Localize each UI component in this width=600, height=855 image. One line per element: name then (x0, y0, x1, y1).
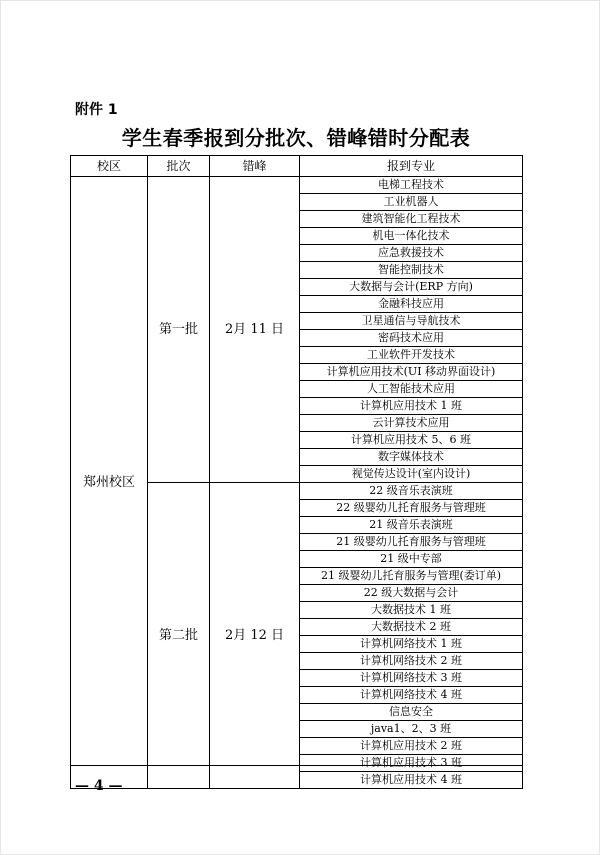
major-cell: 智能控制技术 (300, 262, 523, 279)
batch-cell: 第一批 (148, 177, 210, 483)
campus-cell: 郑州校区 (71, 177, 148, 789)
major-cell: 计算机应用技术 4 班 (300, 772, 523, 789)
major-cell: 工业软件开发技术 (300, 347, 523, 364)
major-cell: 建筑智能化工程技术 (300, 211, 523, 228)
major-cell: 计算机网络技术 2 班 (300, 653, 523, 670)
header-stagger: 错峰 (210, 156, 300, 177)
major-cell: 金融科技应用 (300, 296, 523, 313)
major-cell: 视觉传达设计(室内设计) (300, 466, 523, 483)
major-cell: 卫星通信与导航技术 (300, 313, 523, 330)
document-title: 学生春季报到分批次、错峰错时分配表 (121, 126, 471, 150)
major-cell: 计算机应用技术 1 班 (300, 398, 523, 415)
major-cell: 大数据与会计(ERP 方向) (300, 279, 523, 296)
major-cell: 21 级中专部 (300, 551, 523, 568)
page-number: — 4 — (75, 778, 123, 794)
major-cell: 计算机应用技术 5、6 班 (300, 432, 523, 449)
allocation-table (70, 155, 523, 789)
major-cell: 人工智能技术应用 (300, 381, 523, 398)
major-cell: 信息安全 (300, 704, 523, 721)
batch-cell: 第二批 (148, 483, 210, 789)
major-cell: 21 级婴幼儿托育服务与管理班 (300, 534, 523, 551)
major-cell: 数字媒体技术 (300, 449, 523, 466)
major-cell: 22 级大数据与会计 (300, 585, 523, 602)
major-cell: 机电一体化技术 (300, 228, 523, 245)
major-cell: 大数据技术 1 班 (300, 602, 523, 619)
major-cell: 计算机网络技术 4 班 (300, 687, 523, 704)
attachment-label: 附件 1 (75, 102, 118, 118)
header-major: 报到专业 (300, 156, 523, 177)
major-cell: 计算机网络技术 3 班 (300, 670, 523, 687)
header-batch: 批次 (148, 156, 210, 177)
major-cell: 计算机应用技术 3 班 (300, 755, 523, 772)
table-body (71, 177, 523, 789)
major-cell: 22 级婴幼儿托育服务与管理班 (300, 500, 523, 517)
major-cell: 云计算技术应用 (300, 415, 523, 432)
date-cell: 2月 11 日 (210, 177, 300, 483)
major-cell: 密码技术应用 (300, 330, 523, 347)
table-header-row (71, 156, 523, 177)
major-cell: 22 级音乐表演班 (300, 483, 523, 500)
date-cell: 2月 12 日 (210, 483, 300, 789)
header-campus: 校区 (71, 156, 148, 177)
major-cell: 工业机器人 (300, 194, 523, 211)
major-cell: 计算机网络技术 1 班 (300, 636, 523, 653)
major-cell: 计算机应用技术(UI 移动界面设计) (300, 364, 523, 381)
footer-rule (70, 765, 522, 766)
major-cell: 21 级婴幼儿托育服务与管理(委订单) (300, 568, 523, 585)
table-row (71, 177, 523, 194)
major-cell: 计算机应用技术 2 班 (300, 738, 523, 755)
major-cell: 应急救援技术 (300, 245, 523, 262)
major-cell: 21 级音乐表演班 (300, 517, 523, 534)
major-cell: java1、2、3 班 (300, 721, 523, 738)
major-cell: 电梯工程技术 (300, 177, 523, 194)
major-cell: 大数据技术 2 班 (300, 619, 523, 636)
